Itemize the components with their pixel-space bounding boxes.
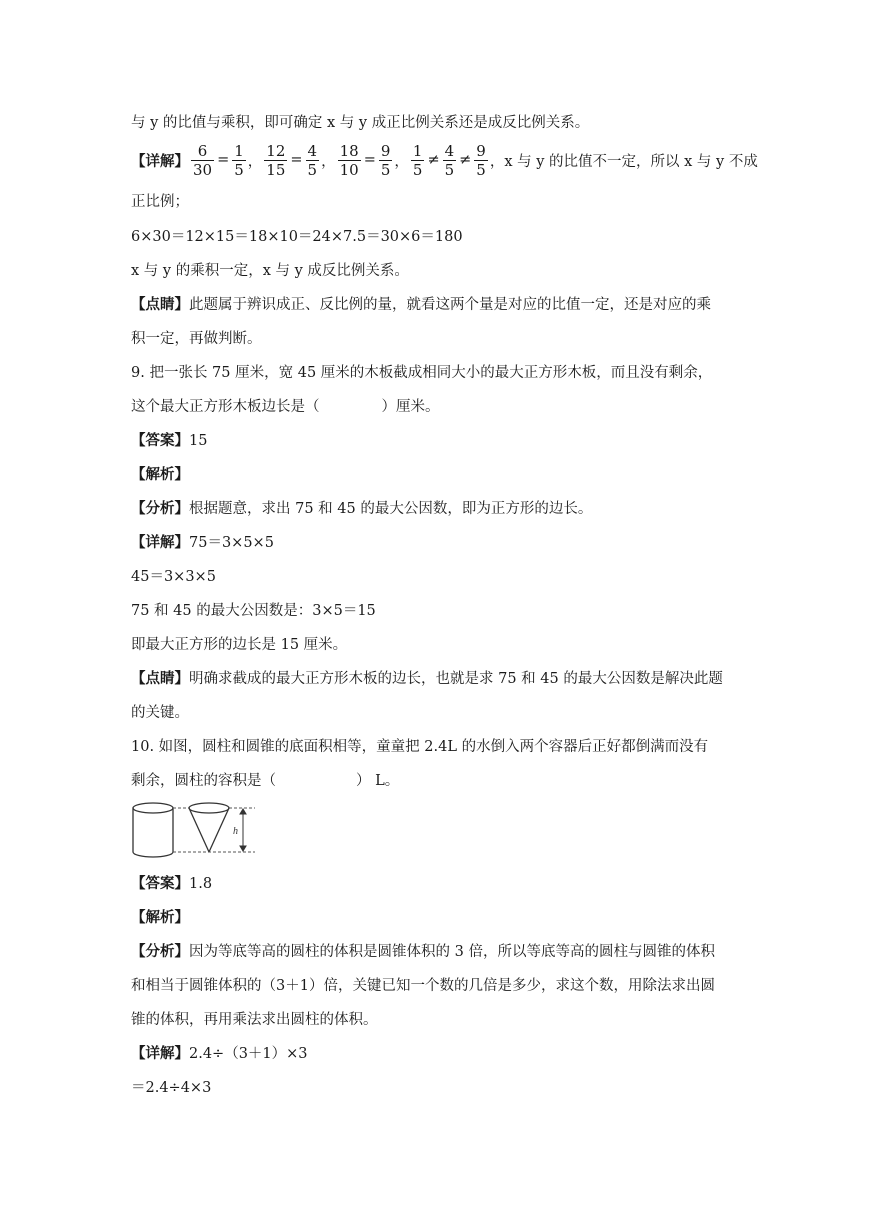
question-10-blank: 剩余，圆柱的容积是（ ） L。 bbox=[131, 773, 400, 789]
analysis-heading: 【解析】 bbox=[131, 909, 189, 926]
text-line: 45＝3×3×5 bbox=[131, 569, 216, 585]
height-label: h bbox=[233, 826, 238, 837]
detail-tag: 【详解】 bbox=[131, 152, 189, 170]
cylinder-cone-figure bbox=[131, 800, 261, 862]
text-line: 锥的体积，再用乘法求出圆柱的体积。 bbox=[131, 1012, 378, 1028]
detail-9: 【详解】75＝3×5×5 bbox=[131, 534, 274, 551]
fraction: $\frac{9}{5}$ bbox=[380, 141, 391, 179]
height-arrow bbox=[240, 809, 246, 851]
fraction: $\frac{4}{5}$ bbox=[307, 141, 318, 179]
fraction: $\frac{1}{5}$ bbox=[234, 141, 244, 179]
analysis-9: 【分析】根据题意，求出 75 和 45 的最大公因数，即为正方形的边长。 bbox=[131, 500, 593, 517]
answer-10: 【答案】1.8 bbox=[131, 875, 213, 892]
text-line: 75 和 45 的最大公因数是：3×5＝15 bbox=[131, 603, 376, 619]
text-line: x 与 y 的乘积一定，x 与 y 成反比例关系。 bbox=[131, 263, 409, 279]
text-line: 积一定，再做判断。 bbox=[131, 331, 262, 347]
text-line: ＝2.4÷4×3 bbox=[131, 1080, 212, 1096]
text-line: 的关键。 bbox=[131, 705, 189, 721]
text-line: 和相当于圆锥体积的（3＋1）倍，关键已知一个数的几倍是多少，求这个数，用除法求出圆 bbox=[131, 978, 715, 994]
analysis-10: 【分析】因为等底等高的圆柱的体积是圆锥体积的 3 倍，所以等底等高的圆柱与圆锥的体积 bbox=[131, 943, 715, 960]
question-9-blank: 这个最大正方形木板边长是（ ）厘米。 bbox=[131, 399, 440, 415]
comment-9: 【点睛】明确求截成的最大正方形木板的边长，也就是求 75 和 45 的最大公因数是解决此题 bbox=[131, 670, 723, 687]
fraction: $\frac{9}{5}$ bbox=[476, 141, 486, 179]
text-line: 【点睛】此题属于辨识成正、反比例的量，就看这两个量是对应的比值一定，还是对应的乘 bbox=[131, 296, 711, 313]
fraction: $\frac{6}{30}$ bbox=[193, 141, 213, 179]
fraction-line: 【详解】 $\frac{6}{30}$ = $\frac{1}{5}$ ， $\frac{12}{15}$ = $\frac{4}{5}$ ， $\frac{18}{10}$ = $\frac{9}{5}$ ， $\frac{1}{5}$ ≠ $\frac{4}{5}$ ≠ $\frac{9}{5}$ ，x 与 y 的比值不一定，所以 x 与 y 不成 bbox=[131, 141, 758, 179]
text-line: 6×30＝12×15＝18×10＝24×7.5＝30×6＝180 bbox=[131, 229, 463, 245]
analysis-heading: 【解析】 bbox=[131, 466, 189, 483]
fraction: $\frac{18}{10}$ bbox=[339, 141, 359, 179]
text-line: 正比例； bbox=[131, 194, 189, 210]
question-9: 9. 把一张长 75 厘米，宽 45 厘米的木板截成相同大小的最大正方形木板，而且没有剩余， bbox=[131, 365, 713, 381]
cone-shape bbox=[189, 803, 229, 852]
text-line: 与 y 的比值与乘积，即可确定 x 与 y 成正比例关系还是成反比例关系。 bbox=[131, 115, 590, 131]
fraction: $\frac{1}{5}$ bbox=[412, 141, 423, 179]
cylinder-shape bbox=[133, 803, 173, 857]
answer-9: 【答案】15 bbox=[131, 432, 208, 449]
detail-10: 【详解】2.4÷（3＋1）×3 bbox=[131, 1045, 308, 1062]
fraction: $\frac{4}{5}$ bbox=[444, 141, 455, 179]
question-10: 10. 如图，圆柱和圆锥的底面积相等，童童把 2.4L 的水倒入两个容器后正好都倒满而没有 bbox=[131, 739, 709, 755]
text-line: 即最大正方形的边长是 15 厘米。 bbox=[131, 637, 348, 653]
fraction: $\frac{12}{15}$ bbox=[266, 141, 286, 179]
